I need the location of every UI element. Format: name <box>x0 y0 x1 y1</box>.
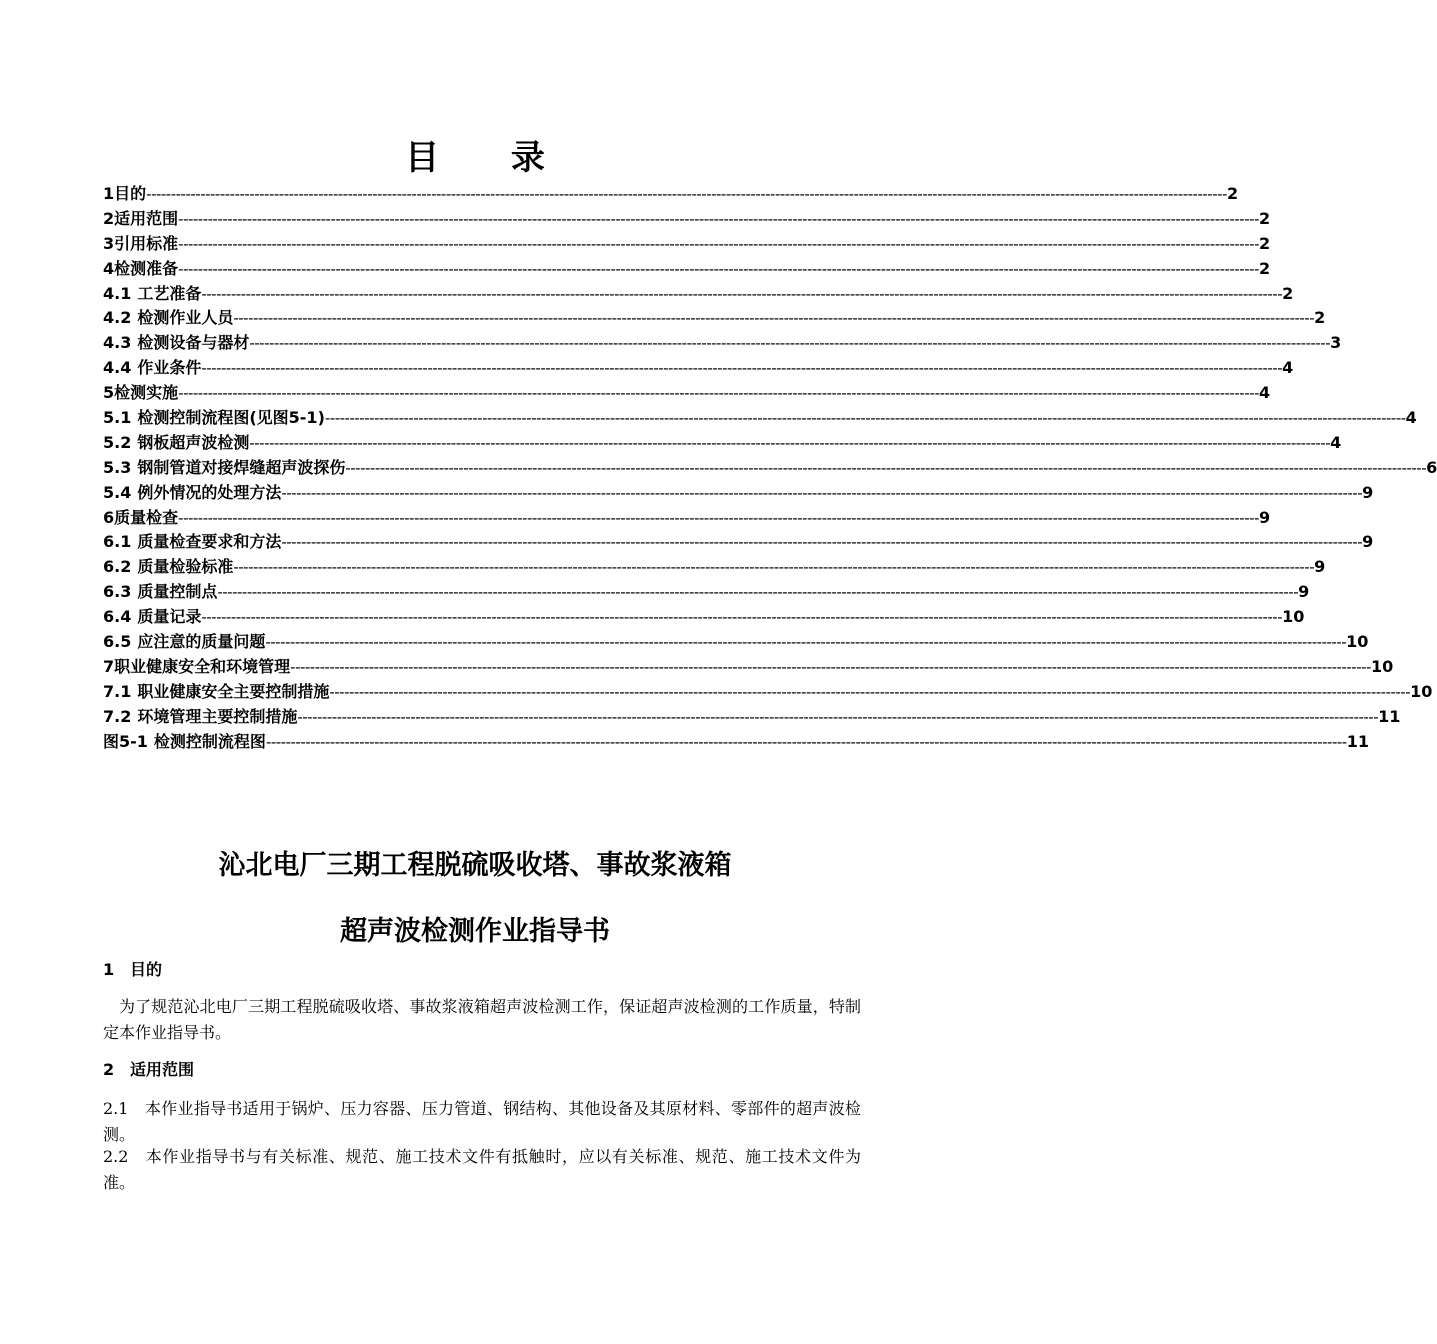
toc-entry[interactable] <box>103 331 1342 356</box>
toc-entry[interactable] <box>103 705 1401 730</box>
toc-entry-label: 作业条件 <box>137 358 202 378</box>
section-1-number: 1 <box>103 960 115 979</box>
toc-entry-number: 7.2 <box>103 706 132 726</box>
toc-leader: ---------------------------------------------------------------------------------------------------------------------------------------------------------------------------------------------------------------------------- <box>290 657 1371 676</box>
toc-entry-number: 5 <box>103 383 115 403</box>
toc-entry[interactable] <box>103 306 1326 331</box>
toc-entry-page: 11 <box>1378 706 1401 726</box>
toc-entry[interactable] <box>103 630 1369 655</box>
toc-entry-number: 图5-1 <box>103 731 148 751</box>
toc-entry-label: 质量检查 <box>114 507 179 527</box>
toc-entry-label: 检测设备与器材 <box>137 333 250 353</box>
toc-entry-number: 6.4 <box>103 607 132 627</box>
toc-leader: ---------------------------------------------------------------------------------------------------------------------------------------------------------------------------------------------------------------------------- <box>201 359 1283 378</box>
toc-leader: ---------------------------------------------------------------------------------------------------------------------------------------------------------------------------------------------------------------------------- <box>146 185 1227 203</box>
toc-entry-page: 11 <box>1346 731 1369 751</box>
toc-leader: ---------------------------------------------------------------------------------------------------------------------------------------------------------------------------------------------------------------------------- <box>178 209 1259 228</box>
toc-leader: ---------------------------------------------------------------------------------------------------------------------------------------------------------------------------------------------------------------------------- <box>249 334 1331 353</box>
toc-entry-page: 6 <box>1426 457 1437 477</box>
toc-entry-page: 4 <box>1330 432 1342 452</box>
toc-entry-label: 适用范围 <box>114 208 179 228</box>
toc-entry-page: 9 <box>1298 582 1310 602</box>
toc-leader: ---------------------------------------------------------------------------------------------------------------------------------------------------------------------------------------------------------------------------- <box>201 284 1283 303</box>
toc-leader: ---------------------------------------------------------------------------------------------------------------------------------------------------------------------------------------------------------------------------- <box>329 682 1411 701</box>
toc-entry[interactable] <box>103 182 1239 207</box>
toc-entry-number: 6.3 <box>103 582 132 602</box>
toc-entry-number: 5.1 <box>103 408 132 428</box>
toc-entry[interactable] <box>103 431 1342 456</box>
toc-entry[interactable] <box>103 356 1294 381</box>
toc-entry-label: 职业健康安全主要控制措施 <box>137 681 330 701</box>
toc-entry-label: 应注意的质量问题 <box>137 632 266 652</box>
section-1-paragraph: 为了规范沁北电厂三期工程脱硫吸收塔、事故浆液箱超声波检测工作，保证超声波检测的工作质量，特制定本作业指导书。 <box>103 997 861 1042</box>
toc-entry-page: 9 <box>1314 557 1326 577</box>
toc-entry[interactable] <box>103 605 1305 630</box>
toc-leader: ---------------------------------------------------------------------------------------------------------------------------------------------------------------------------------------------------------------------------- <box>265 633 1347 652</box>
toc-entry[interactable] <box>103 381 1271 406</box>
toc-entry-label: 检测控制流程图 <box>153 731 266 751</box>
section-2-title: 适用范围 <box>130 1060 195 1079</box>
toc-entry-label: 钢板超声波检测 <box>137 432 250 452</box>
toc-leader: ---------------------------------------------------------------------------------------------------------------------------------------------------------------------------------------------------------------------------- <box>324 409 1406 428</box>
toc-entry-label: 质量记录 <box>137 607 202 627</box>
toc-entry-number: 2 <box>103 208 115 228</box>
toc-entry-label: 质量控制点 <box>137 582 218 602</box>
toc-entry-number: 5.2 <box>103 432 132 452</box>
toc-leader: ---------------------------------------------------------------------------------------------------------------------------------------------------------------------------------------------------------------------------- <box>281 483 1363 502</box>
toc-entry[interactable] <box>103 257 1271 282</box>
section-1-title: 目的 <box>130 960 163 979</box>
toc-entry-number: 4.1 <box>103 283 132 303</box>
toc-entry-number: 3 <box>103 233 115 253</box>
toc-entry-number: 6.2 <box>103 557 132 577</box>
toc-entry-number: 5.4 <box>103 482 132 502</box>
table-of-contents <box>103 182 1437 754</box>
toc-entry-number: 4 <box>103 258 115 278</box>
toc-leader: ---------------------------------------------------------------------------------------------------------------------------------------------------------------------------------------------------------------------------- <box>178 508 1259 527</box>
toc-entry-label: 环境管理主要控制措施 <box>137 706 298 726</box>
toc-entry-page: 2 <box>1226 184 1239 203</box>
toc-entry-label: 检测控制流程图(见图5-1) <box>137 408 325 428</box>
toc-leader: ---------------------------------------------------------------------------------------------------------------------------------------------------------------------------------------------------------------------------- <box>217 583 1299 602</box>
toc-leader: ---------------------------------------------------------------------------------------------------------------------------------------------------------------------------------------------------------------------------- <box>201 608 1283 627</box>
toc-entry-page: 10 <box>1346 632 1369 652</box>
toc-leader: ---------------------------------------------------------------------------------------------------------------------------------------------------------------------------------------------------------------------------- <box>178 384 1259 403</box>
document-title-line2: 超声波检测作业指导书 <box>340 916 610 947</box>
toc-entry-label: 检测准备 <box>114 258 179 278</box>
section-2-item-1: 2.1 本作业指导书适用于锅炉、压力容器、压力管道、钢结构、其他设备及其原材料、零部件的超声波检测。 <box>103 1099 861 1144</box>
toc-entry-number: 6.1 <box>103 532 132 552</box>
toc-entry-number: 6.5 <box>103 632 132 652</box>
toc-entry[interactable] <box>103 456 1437 481</box>
toc-leader: ---------------------------------------------------------------------------------------------------------------------------------------------------------------------------------------------------------------------------- <box>281 533 1363 552</box>
toc-entry-number: 5.3 <box>103 457 132 477</box>
toc-leader: ---------------------------------------------------------------------------------------------------------------------------------------------------------------------------------------------------------------------------- <box>249 433 1331 452</box>
toc-entry-label: 检测作业人员 <box>137 308 234 328</box>
toc-entry[interactable] <box>103 481 1374 506</box>
toc-entry-page: 4 <box>1405 408 1417 428</box>
toc-entry-number: 1 <box>103 184 115 203</box>
section-2-number: 2 <box>103 1060 115 1079</box>
section-2-item-2: 2.2 本作业指导书与有关标准、规范、施工技术文件有抵触时，应以有关标准、规范、施工技术文件为准。 <box>103 1147 861 1192</box>
toc-entry[interactable] <box>103 232 1271 257</box>
toc-leader: ---------------------------------------------------------------------------------------------------------------------------------------------------------------------------------------------------------------------------- <box>233 309 1315 328</box>
toc-entry-number: 6 <box>103 507 115 527</box>
toc-leader: ---------------------------------------------------------------------------------------------------------------------------------------------------------------------------------------------------------------------------- <box>265 732 1347 751</box>
toc-entry-label: 目的 <box>114 184 147 203</box>
toc-entry-page: 10 <box>1410 681 1433 701</box>
toc-entry[interactable] <box>103 530 1374 555</box>
toc-entry[interactable] <box>103 282 1294 307</box>
toc-entry-page: 2 <box>1282 283 1294 303</box>
toc-entry-label: 检测实施 <box>114 383 179 403</box>
toc-entry[interactable] <box>103 406 1417 431</box>
toc-entry-number: 4.3 <box>103 333 132 353</box>
toc-leader: ---------------------------------------------------------------------------------------------------------------------------------------------------------------------------------------------------------------------------- <box>178 234 1259 253</box>
toc-title: 目 录 <box>405 138 575 178</box>
toc-entry-page: 3 <box>1330 333 1342 353</box>
toc-entry-page: 4 <box>1258 383 1271 403</box>
toc-entry[interactable] <box>103 506 1271 531</box>
toc-entry-page: 10 <box>1282 607 1305 627</box>
toc-entry-page: 2 <box>1314 308 1326 328</box>
toc-entry[interactable] <box>103 207 1271 232</box>
toc-entry[interactable] <box>103 655 1394 680</box>
toc-leader: ---------------------------------------------------------------------------------------------------------------------------------------------------------------------------------------------------------------------------- <box>345 458 1427 477</box>
toc-entry-number: 7 <box>103 656 115 676</box>
toc-leader: ---------------------------------------------------------------------------------------------------------------------------------------------------------------------------------------------------------------------------- <box>233 558 1315 577</box>
toc-entry[interactable] <box>103 730 1369 755</box>
toc-entry-label: 钢制管道对接焊缝超声波探伤 <box>137 457 346 477</box>
toc-entry[interactable] <box>103 580 1310 605</box>
toc-entry-label: 质量检查要求和方法 <box>137 532 282 552</box>
toc-entry-page: 9 <box>1258 507 1271 527</box>
document-title-line1: 沁北电厂三期工程脱硫吸收塔、事故浆液箱 <box>218 850 732 881</box>
toc-entry-page: 2 <box>1258 208 1271 228</box>
toc-entry-number: 4.4 <box>103 358 132 378</box>
toc-entry-page: 2 <box>1258 233 1271 253</box>
toc-entry[interactable] <box>103 680 1433 705</box>
toc-leader: ---------------------------------------------------------------------------------------------------------------------------------------------------------------------------------------------------------------------------- <box>178 259 1259 278</box>
toc-entry-page: 4 <box>1282 358 1294 378</box>
toc-entry-label: 例外情况的处理方法 <box>137 482 282 502</box>
toc-entry-number: 7.1 <box>103 681 132 701</box>
toc-entry-label: 职业健康安全和环境管理 <box>114 656 291 676</box>
section-2-heading <box>103 1058 194 1082</box>
toc-entry-label: 工艺准备 <box>137 283 202 303</box>
section-1-heading <box>103 958 162 982</box>
toc-leader: ---------------------------------------------------------------------------------------------------------------------------------------------------------------------------------------------------------------------------- <box>297 707 1379 726</box>
toc-entry-page: 9 <box>1362 532 1374 552</box>
toc-entry-page: 10 <box>1370 656 1394 676</box>
toc-entry-label: 引用标准 <box>114 233 179 253</box>
toc-entry-page: 2 <box>1258 258 1271 278</box>
toc-entry[interactable] <box>103 555 1326 580</box>
toc-entry-page: 9 <box>1362 482 1374 502</box>
toc-entry-label: 质量检验标准 <box>137 557 234 577</box>
toc-entry-number: 4.2 <box>103 308 132 328</box>
